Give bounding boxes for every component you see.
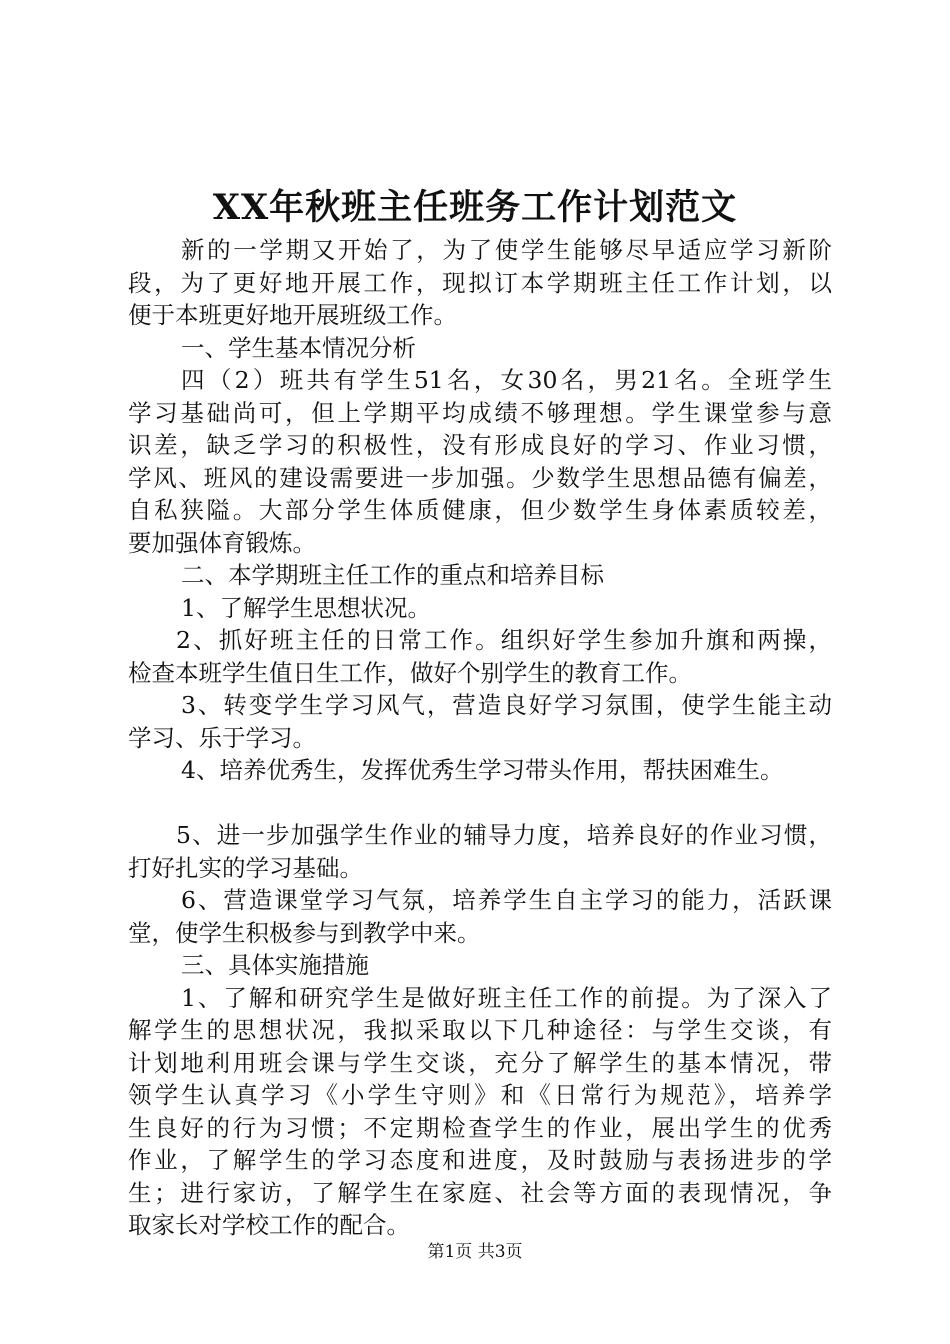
goal-item-2-line: 2、抓好班主任的日常工作。组织好学生参加升旗和两操， <box>176 626 832 654</box>
paragraph-analysis-line: 学习基础尚可，但上学期平均成绩不够理想。学生课堂参与意 <box>128 398 832 427</box>
paragraph-analysis-line: 要加强体育锻炼。 <box>128 528 316 557</box>
measure-item-1-line: 解学生的思想状况，我拟采取以下几种途径：与学生交谈，有 <box>128 1016 832 1044</box>
goal-item-1: 1、了解学生思想状况。 <box>181 593 431 622</box>
goal-item-3-line: 3、转变学生学习风气，营造良好学习氛围，使学生能主动 <box>181 691 832 719</box>
goal-item-2-line: 检查本班学生值日生工作，做好个别学生的教育工作。 <box>128 658 692 687</box>
paragraph-analysis-line: 识差，缺乏学习的积极性，没有形成良好的学习、作业习惯， <box>128 431 832 459</box>
measure-item-1-line: 领学生认真学习《小学生守则》和《日常行为规范》，培养学 <box>128 1081 832 1109</box>
section-heading-2: 二、本学期班主任工作的重点和培养目标 <box>181 561 604 589</box>
measure-item-1-line: 作业，了解学生的学习态度和进度，及时鼓励与表扬进步的学 <box>128 1146 832 1174</box>
paragraph-intro-line: 段，为了更好地开展工作，现拟订本学期班主任工作计划，以 <box>128 268 832 297</box>
blank-line <box>128 787 832 820</box>
measure-item-1-line: 取家长对学校工作的配合。 <box>128 1211 410 1239</box>
goal-item-3-line: 学习、乐于学习。 <box>128 723 316 752</box>
measure-item-1-line: 1、了解和研究学生是做好班主任工作的前提。为了深入了 <box>181 983 832 1012</box>
document-title: XX年秋班主任班务工作计划范文 <box>212 187 738 228</box>
measure-item-1-line: 生；进行家访，了解学生在家庭、社会等方面的表现情况，争 <box>128 1178 832 1207</box>
paragraph-analysis-line: 学风、班风的建设需要进一步加强。少数学生思想品德有偏差， <box>128 463 832 492</box>
document-body <box>128 234 832 1242</box>
measure-item-1-line: 生良好的行为习惯；不定期检查学生的作业，展出学生的优秀 <box>128 1113 832 1142</box>
goal-item-4: 4、培养优秀生，发挥优秀生学习带头作用，帮扶困难生。 <box>181 756 784 784</box>
section-heading-3: 三、具体实施措施 <box>181 951 369 979</box>
paragraph-intro-line: 新的一学期又开始了，为了使学生能够尽早适应学习新阶 <box>181 236 832 264</box>
section-heading-1: 一、学生基本情况分析 <box>181 333 416 362</box>
paragraph-analysis-line: 四（2）班共有学生51名，女30名，男21名。全班学生 <box>181 366 832 394</box>
page-number-footer: 第1页 共3页 <box>427 1242 523 1262</box>
goal-item-6-line: 6、营造课堂学习气氛，培养学生自主学习的能力，活跃课 <box>181 886 832 914</box>
paragraph-intro-line: 便于本班更好地开展班级工作。 <box>128 301 457 329</box>
goal-item-6-line: 堂，使学生积极参与到教学中来。 <box>128 918 481 947</box>
goal-item-5-line: 5、进一步加强学生作业的辅导力度，培养良好的作业习惯， <box>176 821 832 849</box>
goal-item-5-line: 打好扎实的学习基础。 <box>128 853 363 882</box>
paragraph-analysis-line: 自私狭隘。大部分学生体质健康，但少数学生身体素质较差， <box>128 496 832 524</box>
measure-item-1-line: 计划地利用班会课与学生交谈，充分了解学生的基本情况，带 <box>128 1048 832 1077</box>
